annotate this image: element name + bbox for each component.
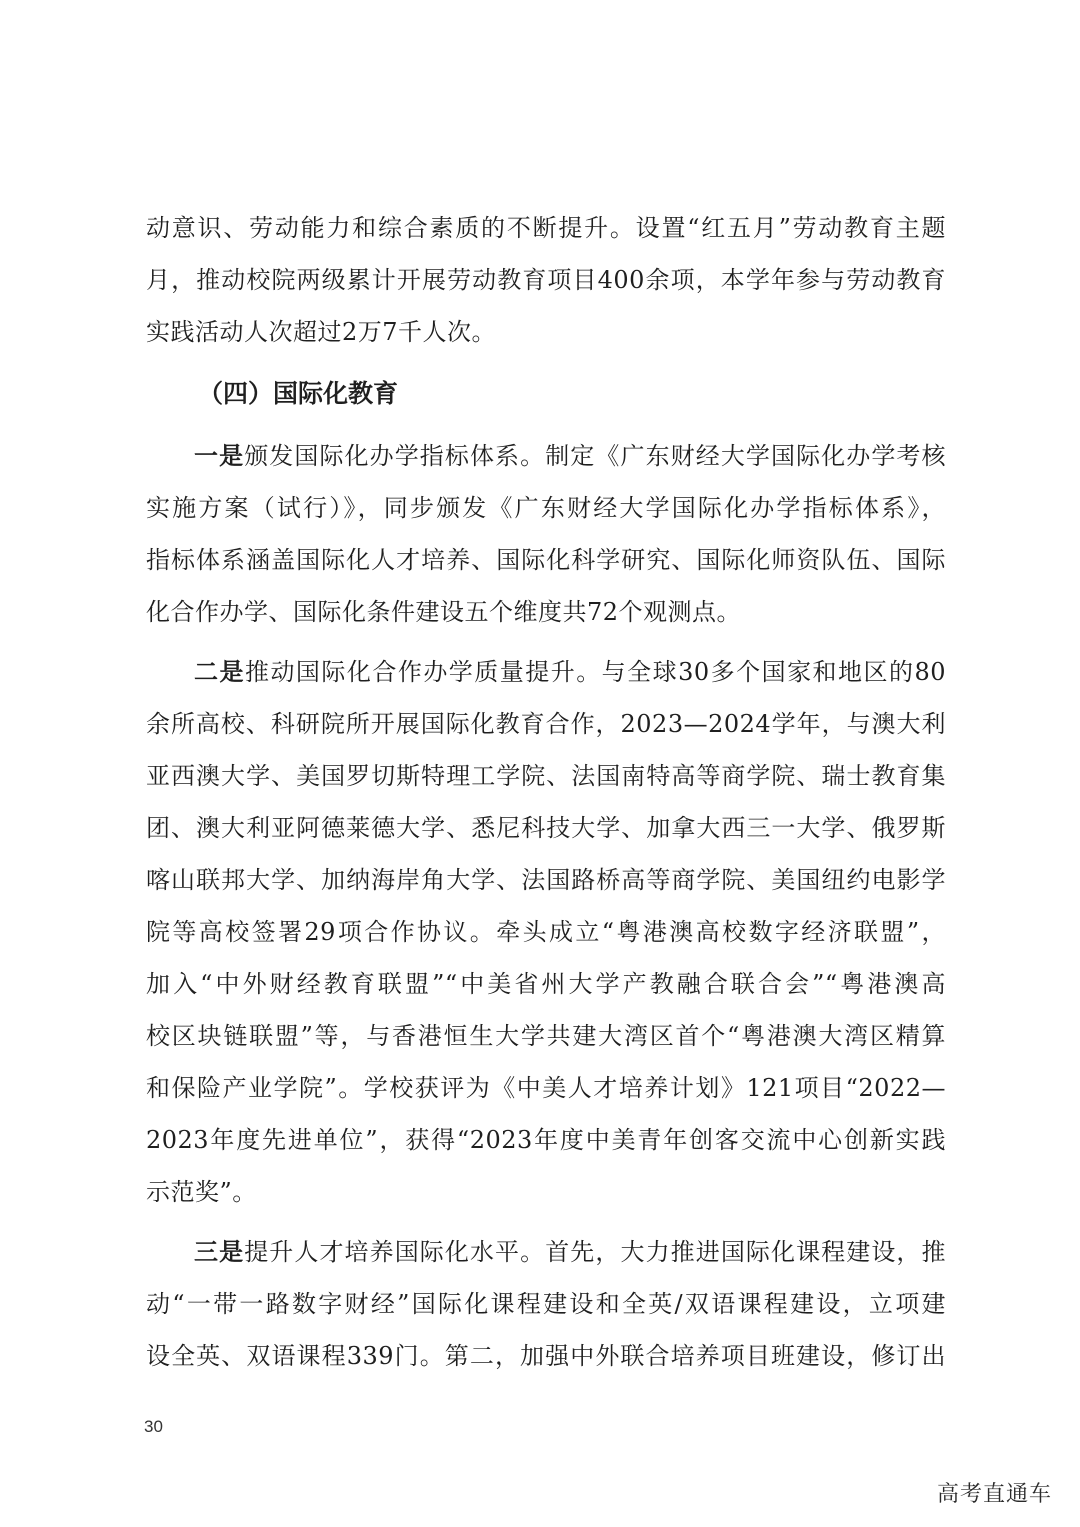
text-line — [146, 430, 946, 482]
section-heading: （四）国际化教育 — [198, 379, 399, 408]
text-line: 团、澳大利亚阿德莱德大学、悉尼科技大学、加拿大西三一大学、俄罗斯 — [146, 814, 946, 842]
paragraph-lead: 三是 — [194, 1238, 245, 1266]
text-line — [146, 1226, 946, 1278]
text-line — [146, 646, 946, 698]
text-line: 动“一带一路数字财经”国际化课程建设和全英/双语课程建设，立项建 — [146, 1290, 946, 1318]
text-line: 校区块链联盟”等，与香港恒生大学共建大湾区首个“粤港澳大湾区精算 — [146, 1022, 946, 1050]
paragraph-continued — [146, 202, 946, 358]
paragraph-lead: 二是 — [194, 658, 245, 686]
paragraph-1 — [146, 430, 946, 638]
text-span: 提升人才培养国际化水平。首先，大力推进国际化课程建设，推 — [244, 1238, 947, 1266]
text-line: 喀山联邦大学、加纳海岸角大学、法国路桥高等商学院、美国纽约电影学 — [146, 866, 946, 894]
text-line: 动意识、劳动能力和综合素质的不断提升。设置“红五月”劳动教育主题 — [146, 214, 946, 242]
text-line: 院等高校签署29项合作协议。牵头成立“粤港澳高校数字经济联盟”， — [146, 918, 946, 946]
body-text — [146, 202, 946, 1382]
text-span: 颁发国际化办学指标体系。制定《广东财经大学国际化办学考核 — [244, 442, 947, 470]
text-line: 和保险产业学院”。学校获评为《中美人才培养计划》121项目“2022— — [146, 1074, 946, 1102]
text-line: 余所高校、科研院所开展国际化教育合作，2023—2024学年，与澳大利 — [146, 710, 946, 738]
paragraph-2 — [146, 646, 946, 1218]
watermark: 高考直通车 — [936, 1482, 1052, 1507]
text-line: 指标体系涵盖国际化人才培养、国际化科学研究、国际化师资队伍、国际 — [146, 546, 946, 574]
paragraph-3 — [146, 1226, 946, 1382]
paragraph-lead: 一是 — [194, 442, 245, 470]
text-line: 实践活动人次超过2万7千人次。 — [146, 318, 497, 346]
text-line: 设全英、双语课程339门。第二，加强中外联合培养项目班建设，修订出 — [146, 1342, 946, 1370]
text-line: 示范奖”。 — [146, 1178, 257, 1206]
text-line: 亚西澳大学、美国罗切斯特理工学院、法国南特高等商学院、瑞士教育集 — [146, 762, 946, 790]
page-number: 30 — [144, 1417, 163, 1436]
text-line: 化合作办学、国际化条件建设五个维度共72个观测点。 — [146, 598, 742, 626]
text-line: 加入“中外财经教育联盟”“中美省州大学产教融合联合会”“粤港澳高 — [146, 970, 946, 998]
text-span: 推动国际化合作办学质量提升。与全球30多个国家和地区的80 — [244, 658, 947, 686]
text-line: 实施方案（试行）》，同步颁发《广东财经大学国际化办学指标体系》， — [146, 494, 946, 522]
text-line: 月，推动校院两级累计开展劳动教育项目400余项，本学年参与劳动教育 — [146, 266, 946, 294]
text-line: 2023年度先进单位”，获得“2023年度中美青年创客交流中心创新实践 — [146, 1126, 946, 1154]
